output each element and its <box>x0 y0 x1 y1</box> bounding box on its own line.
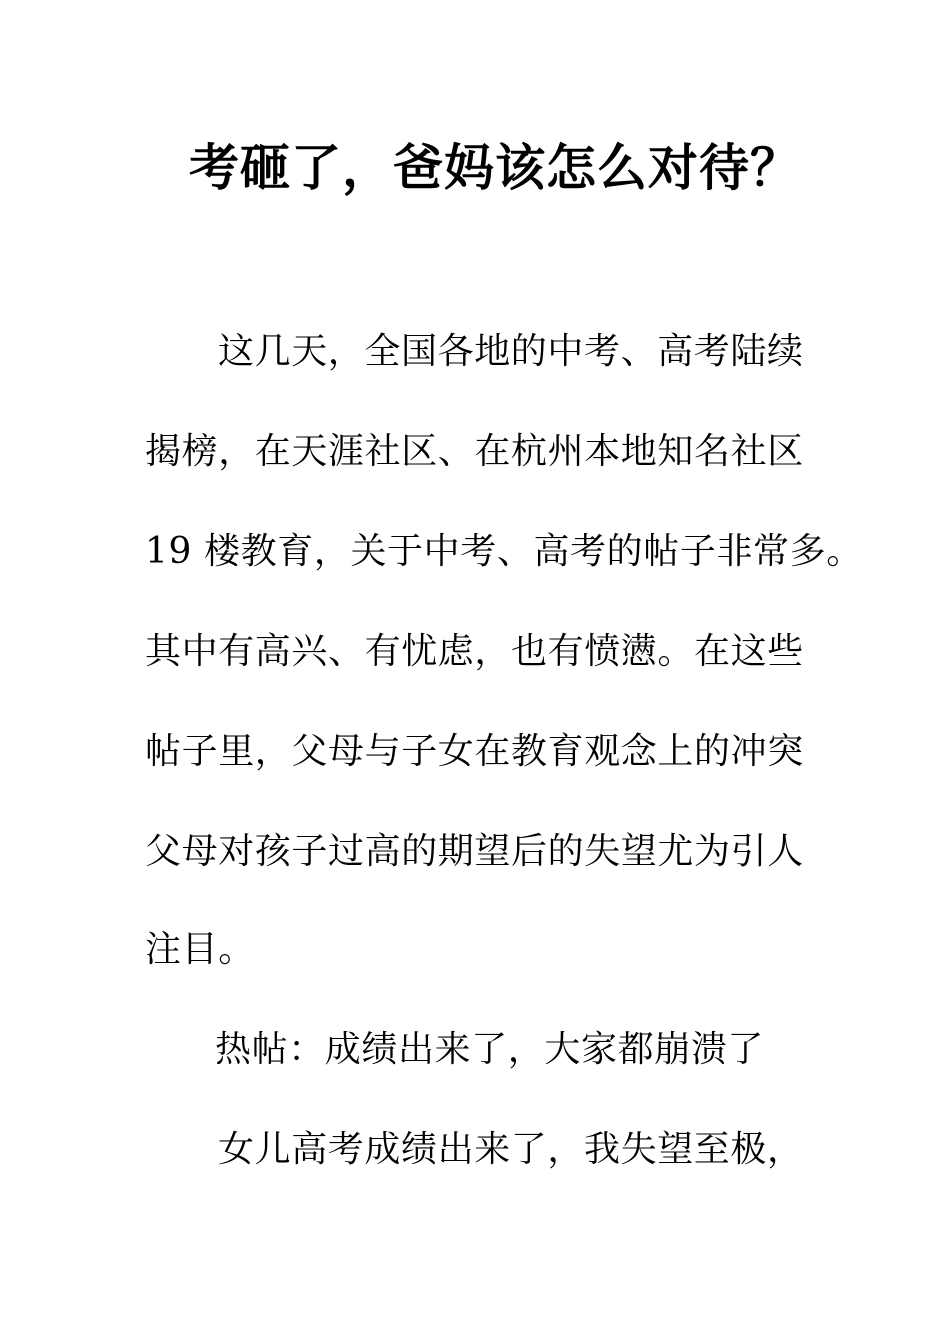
subheading-hot-post: 热帖：成绩出来了，大家都崩溃了 <box>215 1029 765 1070</box>
body-line-5: 帖子里，父母与子女在教育观念上的冲突 <box>145 731 804 772</box>
body-line-2: 揭榜，在天涯社区、在杭州本地知名社区 <box>145 431 804 472</box>
body-line-4: 其中有高兴、有忧虑，也有愤懑。在这些 <box>145 631 804 672</box>
body-line-9: 女儿高考成绩出来了，我失望至极， <box>218 1129 804 1170</box>
document-title: 考砸了，爸妈该怎么对待？ <box>189 139 801 197</box>
body-line-1: 这几天，全国各地的中考、高考陆续 <box>218 331 804 372</box>
body-line-6: 父母对孩子过高的期望后的失望尤为引人 <box>145 831 804 872</box>
body-line-7: 注目。 <box>145 929 255 970</box>
body-line-3: 19 楼教育，关于中考、高考的帖子非常多。 <box>145 531 863 572</box>
